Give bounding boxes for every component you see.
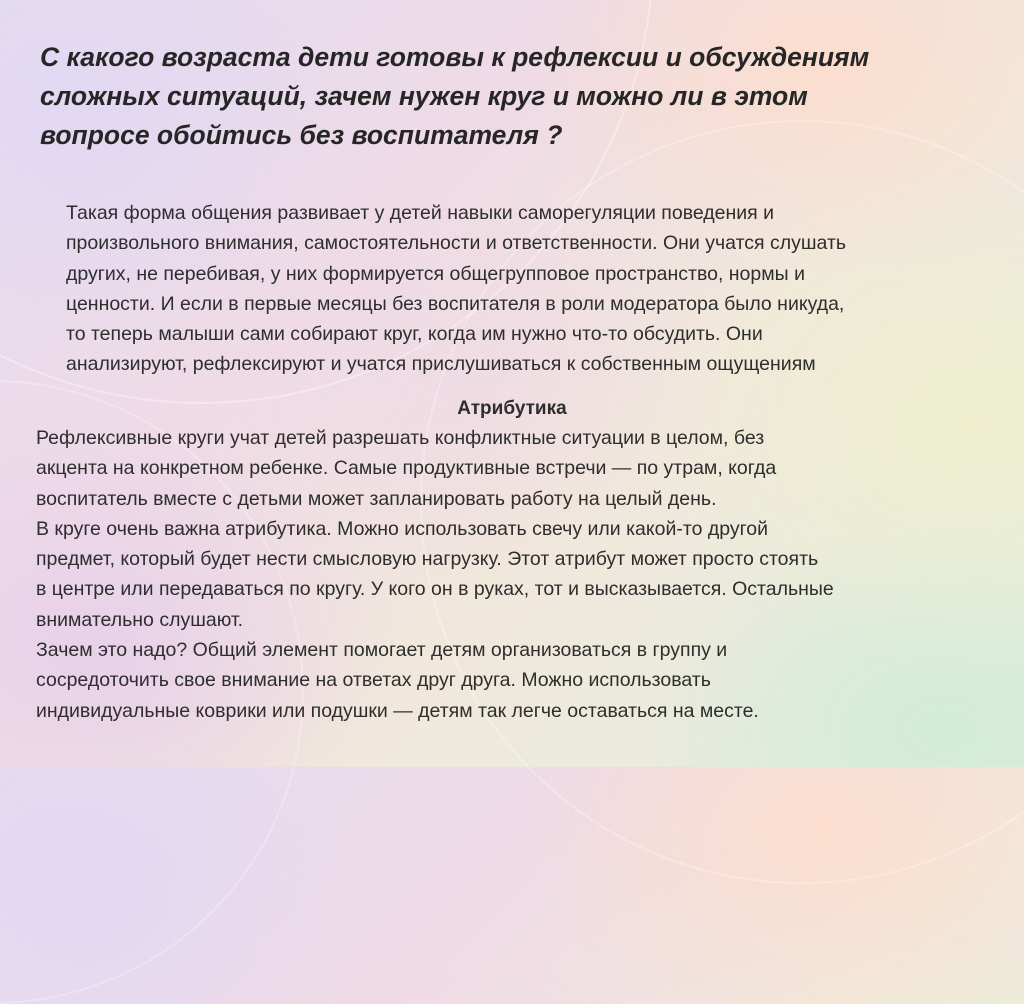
title-line: сложных ситуаций, зачем нужен круг и можно ли в этом — [40, 81, 808, 111]
intro-line: других, не перебивая, у них формируется общегрупповое пространство, нормы и — [66, 262, 805, 285]
body-line: акцента на конкретном ребенке. Самые продуктивные встречи — по утрам, когда — [36, 457, 777, 480]
intro-line: то теперь малыши сами собирают круг, когда им нужно что-то обсудить. Они — [66, 323, 763, 346]
body-line: в центре или передаваться по кругу. У кого он в руках, тот и высказывается. Остальные — [36, 578, 834, 601]
body-line: индивидуальные коврики или подушки — детям так легче оставаться на месте. — [36, 699, 759, 722]
body-line: Зачем это надо? Общий элемент помогает детям организоваться в группу и — [36, 639, 728, 662]
intro-line: произвольного внимания, самостоятельности и ответственности. Они учатся слушать — [66, 232, 847, 255]
title-line: С какого возраста дети готовы к рефлексии и обсуждениям — [40, 42, 870, 72]
intro-line: ценности. И если в первые месяцы без воспитателя в роли модератора было никуда, — [66, 292, 845, 315]
title-line: вопросе обойтись без воспитателя ? — [40, 120, 563, 150]
body-line: предмет, который будет нести смысловую нагрузку. Этот атрибут может просто стоять — [36, 548, 819, 571]
section-heading: Атрибутика — [457, 398, 567, 419]
body-line: воспитатель вместе с детьми может запланировать работу на целый день. — [36, 487, 717, 510]
slide-title — [40, 38, 1000, 155]
body-line: внимательно слушают. — [36, 608, 244, 631]
body-line: сосредоточить свое внимание на ответах друг друга. Можно использовать — [36, 669, 711, 692]
intro-line: анализируют, рефлексируют и учатся прислушиваться к собственным ощущениям — [66, 353, 816, 376]
intro-line: Такая форма общения развивает у детей навыки саморегуляции поведения и — [66, 202, 775, 224]
body-line: Рефлексивные круги учат детей разрешать конфликтные ситуации в целом, без — [36, 427, 765, 449]
intro-paragraph — [66, 198, 996, 380]
body-line: В круге очень важна атрибутика. Можно использовать свечу или какой-то другой — [36, 517, 769, 540]
body-paragraph — [36, 423, 1006, 726]
